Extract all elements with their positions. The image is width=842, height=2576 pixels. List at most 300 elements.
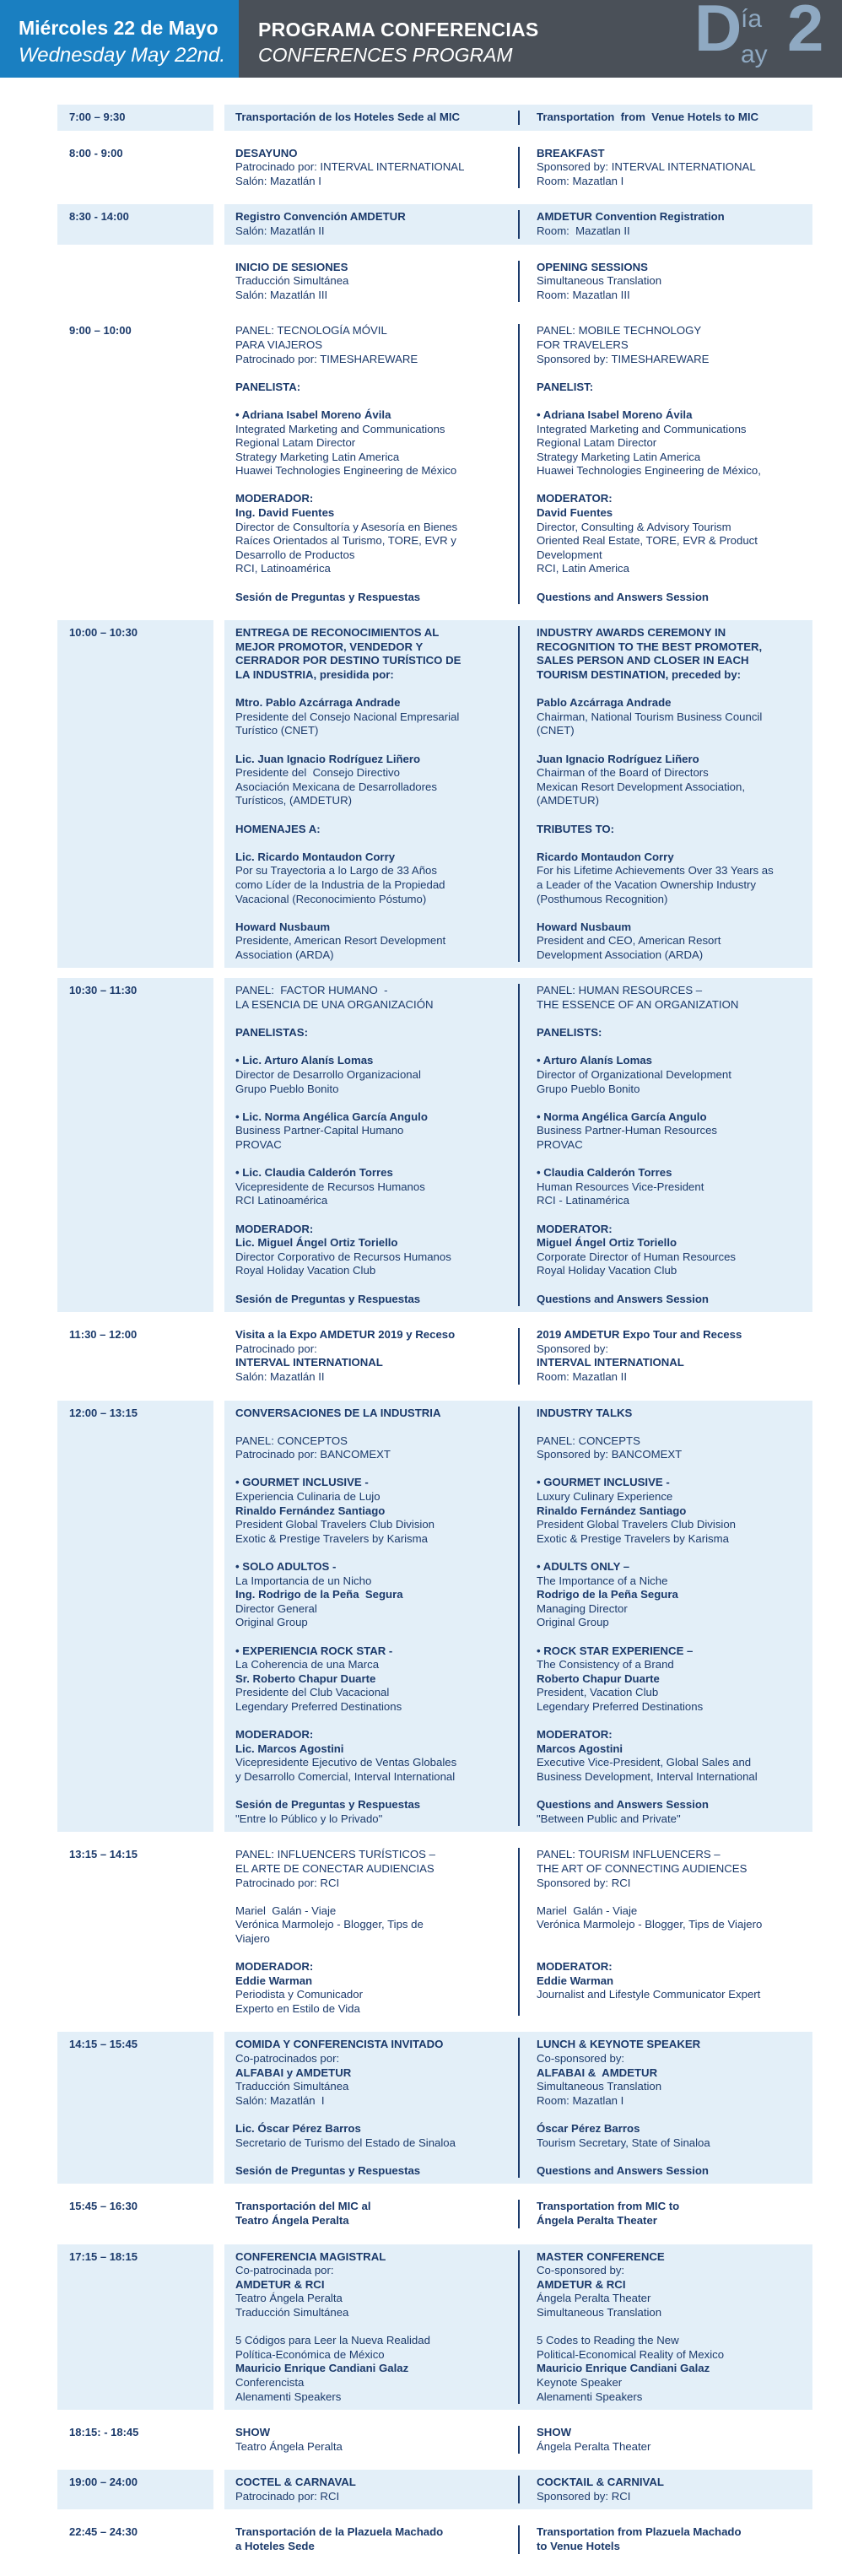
text-line: Simultaneous Translation (537, 274, 662, 288)
text-line: Regional Latam Director (235, 436, 356, 450)
schedule-row (57, 1401, 812, 1833)
text-line: 5 Códigos para Leer la Nueva Realidad (235, 2334, 430, 2347)
text-line: Co-patrocinados por: (235, 2052, 340, 2066)
text-line: PANELIST: (537, 380, 594, 393)
title-english: CONFERENCES PROGRAM (258, 44, 513, 66)
text-line: Simultaneous Translation (537, 2080, 662, 2093)
english-column (518, 2200, 812, 2228)
text-line: Co-sponsored by: (537, 2052, 625, 2066)
text-line: Rinaldo Fernández Santiago (537, 1504, 687, 1517)
schedule-row (57, 105, 812, 131)
content-cell (224, 318, 812, 610)
spanish-column (224, 2476, 518, 2503)
text-line: PANELISTA: (235, 380, 301, 393)
text-line: Registro Convención AMDETUR (235, 210, 406, 224)
text-line (537, 1208, 800, 1223)
text-line: ENTREGA DE RECONOCIMIENTOS AL (235, 626, 440, 640)
content-cell (224, 2470, 812, 2509)
text-line: Presidente, American Resort Development (235, 934, 446, 948)
text-line: Regional Latam Director (537, 436, 657, 450)
time-cell: 9:00 – 10:00 (69, 324, 132, 338)
text-line: Royal Holiday Vacation Club (537, 1264, 677, 1277)
text-line: Conferencista (235, 2375, 305, 2389)
text-line (537, 906, 800, 921)
text-line: MODERATOR: (537, 1960, 613, 1974)
spanish-column (224, 147, 518, 189)
text-line: PANEL: MOBILE TECHNOLOGY (537, 324, 702, 338)
text-line: Patrocinado por: BANCOMEXT (235, 1448, 391, 1461)
text-line: Patrocinado por: (235, 1342, 317, 1355)
english-column (518, 1407, 812, 1827)
text-line: • GOURMET INCLUSIVE - (235, 1476, 369, 1489)
text-line: Alenamenti Speakers (235, 2390, 342, 2403)
text-line: PANEL: TECNOLOGÍA MÓVIL (235, 324, 387, 338)
page-header (0, 0, 842, 78)
time-cell: 18:15: - 18:45 (69, 2426, 139, 2439)
text-line: Business Development, Interval International (537, 1769, 758, 1783)
text-line: Chairman, National Tourism Business Council (537, 710, 763, 723)
text-line (537, 1278, 800, 1293)
text-line (537, 1630, 800, 1644)
text-line (537, 1785, 800, 1799)
text-line: Questions and Answers Session (537, 1798, 709, 1812)
spanish-column (224, 626, 518, 962)
text-line: TRIBUTES TO: (537, 822, 615, 835)
text-line: Political-Economical Reality of Mexico (537, 2347, 725, 2361)
text-line: Original Group (235, 1616, 308, 1629)
text-line (537, 1040, 800, 1055)
text-line: INTERVAL INTERNATIONAL (235, 1356, 383, 1369)
text-line: Mariel Galán - Viaje (235, 1904, 337, 1917)
text-line: Room: Mazatlan II (537, 1369, 628, 1383)
text-line: Co-sponsored by: (537, 2264, 625, 2277)
text-line: Salón: Mazatlán I (235, 174, 321, 187)
time-cell: 7:00 – 9:30 (57, 105, 213, 131)
text-line: Sesión de Preguntas y Respuestas (235, 2163, 421, 2177)
english-column (518, 210, 812, 238)
spanish-column (224, 2250, 518, 2405)
text-line (235, 1715, 506, 1729)
time-cell: 19:00 – 24:00 (57, 2470, 213, 2509)
text-line: Managing Director (537, 1601, 628, 1615)
text-line: Sesión de Preguntas y Respuestas (235, 590, 421, 603)
schedule-row (57, 2470, 812, 2509)
text-line: Raíces Orientados al Turismo, TORE, EVR y (235, 534, 456, 548)
text-line: President Global Travelers Club Division (537, 1518, 737, 1531)
text-line: Questions and Answers Session (537, 590, 709, 603)
english-column (518, 984, 812, 1306)
text-line: MODERATOR: (537, 1222, 613, 1235)
text-line: EL ARTE DE CONECTAR AUDIENCIAS (235, 1861, 434, 1875)
content-cell (224, 141, 812, 195)
schedule-row (57, 1322, 812, 1390)
text-line (235, 1096, 506, 1110)
text-line: Oriented Real Estate, TORE, EVR & Product (537, 534, 758, 548)
content-cell (224, 2519, 812, 2559)
text-line: HOMENAJES A: (235, 822, 321, 835)
text-line (235, 1462, 506, 1477)
text-line: Mexican Resort Development Association, (537, 780, 746, 793)
english-column (518, 111, 812, 125)
text-line: COCTEL & CARNAVAL (235, 2476, 356, 2489)
text-line (235, 1946, 506, 1960)
text-line: Vacacional (Reconocimiento Póstumo) (235, 892, 427, 905)
text-line (235, 576, 506, 591)
text-line: • SOLO ADULTOS - (235, 1560, 337, 1574)
text-line: Director of Organizational Development (537, 1068, 731, 1082)
text-line: Howard Nusbaum (235, 920, 331, 933)
schedule-row (57, 255, 812, 309)
text-line (235, 683, 506, 697)
spanish-column (224, 2200, 518, 2228)
text-line (235, 1630, 506, 1644)
text-line: Room: Mazatlan I (537, 2093, 624, 2107)
spanish-column (224, 2525, 518, 2553)
english-column (518, 1848, 812, 2016)
time-cell: 11:30 – 12:00 (69, 1328, 138, 1342)
english-column (518, 324, 812, 604)
text-line: Patrocinado por: TIMESHAREWARE (235, 352, 418, 365)
content-cell (224, 255, 812, 309)
text-line: MEJOR PROMOTOR, VENDEDOR Y (235, 640, 424, 653)
text-line (537, 808, 800, 823)
text-line: PANELISTAS: (235, 1026, 308, 1040)
text-line: Experto en Estilo de Vida (235, 2001, 360, 2015)
text-line: Lic. Ricardo Montaudon Corry (235, 850, 396, 863)
english-column (518, 2426, 812, 2454)
text-line: Director Corporativo de Recursos Humanos (235, 1250, 451, 1263)
text-line: Patrocinado por: RCI (235, 1876, 340, 1889)
text-line: Room: Mazatlan III (537, 288, 630, 301)
time-cell: 17:15 – 18:15 (57, 2244, 213, 2411)
text-line (537, 394, 800, 408)
text-line: 5 Codes to Reading the New (537, 2334, 679, 2347)
date-english: Wednesday May 22nd. (19, 44, 226, 67)
text-line: Verónica Marmolejo - Blogger, Tips de (235, 1918, 424, 1931)
text-line: Director General (235, 1601, 317, 1615)
date-banner (0, 0, 239, 78)
text-line: Simultaneous Translation (537, 2305, 662, 2319)
text-line (537, 1715, 800, 1729)
text-line: SHOW (537, 2426, 572, 2439)
text-line: Transportation from Venue Hotels to MIC (537, 111, 759, 123)
spanish-column (224, 2038, 518, 2178)
text-line: Director, Consulting & Advisory Tourism (537, 520, 731, 533)
text-line: RCI Latinoamérica (235, 1194, 328, 1207)
text-line: Sesión de Preguntas y Respuestas (235, 1292, 421, 1305)
text-line: Transportación de los Hoteles Sede al MIC (235, 111, 461, 123)
content-cell (224, 2244, 812, 2411)
text-line: President Global Travelers Club Division (235, 1518, 435, 1531)
spanish-column (224, 1328, 518, 1384)
text-line: TOURISM DESTINATION, preceded by: (537, 668, 742, 681)
text-line: (AMDETUR) (537, 794, 599, 807)
text-line: Turístico (CNET) (235, 724, 319, 737)
text-line: Rodrigo de la Peña Segura (537, 1588, 678, 1601)
text-line (235, 1890, 506, 1904)
text-line: Alenamenti Speakers (537, 2390, 643, 2403)
schedule-row (57, 1842, 812, 2022)
text-line: Juan Ignacio Rodríguez Liñero (537, 752, 699, 765)
text-line: Eddie Warman (537, 1974, 614, 1987)
text-line: Mauricio Enrique Candiani Galaz (235, 2362, 409, 2375)
text-line (537, 1932, 800, 1947)
text-line: David Fuentes (537, 506, 613, 520)
content-cell (224, 2032, 812, 2184)
text-line: • Lic. Claudia Calderón Torres (235, 1166, 393, 1180)
text-line (537, 1013, 800, 1027)
text-line: Óscar Pérez Barros (537, 2122, 640, 2135)
text-line: Transportation from Plazuela Machado (537, 2525, 742, 2539)
text-line: Periodista y Comunicador (235, 1988, 363, 2001)
text-line: Lic. Miguel Ángel Ortiz Toriello (235, 1236, 398, 1250)
text-line: PROVAC (537, 1138, 583, 1151)
text-line: SHOW (235, 2426, 271, 2439)
text-line: Questions and Answers Session (537, 2163, 709, 2177)
text-line: Keynote Speaker (537, 2375, 623, 2389)
english-column (518, 147, 812, 189)
text-line: Exotic & Prestige Travelers by Karisma (235, 1531, 428, 1545)
text-line: Development Association (ARDA) (537, 948, 704, 961)
text-line: Salón: Mazatlán II (235, 1369, 325, 1383)
text-line: FOR TRAVELERS (537, 338, 629, 351)
text-line: RCI, Latin America (537, 562, 629, 575)
text-line: INDUSTRY AWARDS CEREMONY IN (537, 626, 726, 640)
text-line: Ricardo Montaudon Corry (537, 850, 674, 863)
text-line (235, 1785, 506, 1799)
text-line: Sr. Roberto Chapur Duarte (235, 1671, 376, 1685)
content-cell (224, 204, 812, 244)
time-cell: 22:45 – 24:30 (69, 2525, 138, 2539)
text-line: Transportation from MIC to (537, 2200, 680, 2213)
schedule-row (57, 2519, 812, 2559)
text-line: MODERADOR: (235, 1960, 314, 1974)
spanish-column (224, 1848, 518, 2016)
text-line: Salón: Mazatlán II (235, 224, 325, 237)
english-column (518, 2525, 812, 2553)
english-column (518, 261, 812, 303)
text-line: Transportación de la Plazuela Machado (235, 2525, 444, 2539)
text-line: Ing. David Fuentes (235, 506, 335, 520)
text-line: Ángela Peralta Theater (537, 2292, 651, 2305)
text-line: 2019 AMDETUR Expo Tour and Recess (537, 1328, 742, 1342)
text-line: a Hoteles Sede (235, 2540, 315, 2553)
text-line: (CNET) (537, 724, 575, 737)
text-line: RECOGNITION TO THE BEST PROMOTER, (537, 640, 763, 653)
text-line: Director de Consultoría y Asesoría en Bienes (235, 520, 458, 533)
text-line: • GOURMET INCLUSIVE - (537, 1476, 670, 1489)
text-line: Patrocinado por: RCI (235, 2489, 340, 2503)
text-line: Tourism Secretary, State of Sinaloa (537, 2136, 710, 2149)
text-line: • EXPERIENCIA ROCK STAR - (235, 1644, 393, 1657)
text-line: DESAYUNO (235, 146, 298, 159)
text-line: • Adriana Isabel Moreno Ávila (235, 408, 391, 421)
text-line: INDUSTRY TALKS (537, 1406, 633, 1419)
schedule-row (57, 318, 812, 610)
content-cell (224, 2194, 812, 2233)
text-line: COCKTAIL & CARNIVAL (537, 2476, 664, 2489)
text-line: President, Vacation Club (537, 1686, 659, 1699)
text-line (537, 738, 800, 753)
text-line: Presidente del Consejo Nacional Empresarial (235, 710, 460, 723)
content-cell (224, 620, 812, 968)
schedule-row (57, 141, 812, 195)
date-spanish: Miércoles 22 de Mayo (19, 17, 219, 39)
text-line: LA ESENCIA DE UNA ORGANIZACIÓN (235, 998, 434, 1012)
text-line (235, 394, 506, 408)
text-line: Legendary Preferred Destinations (537, 1699, 704, 1713)
text-line: Política-Económica de México (235, 2347, 385, 2361)
text-line (235, 2320, 506, 2335)
text-line: Rinaldo Fernández Santiago (235, 1504, 386, 1517)
text-line (235, 738, 506, 753)
content-cell (224, 1401, 812, 1833)
text-line: Sponsored by: INTERVAL INTERNATIONAL (537, 160, 756, 174)
text-line: Presidente del Club Vacacional (235, 1686, 390, 1699)
text-line: THE ART OF CONNECTING AUDIENCES (537, 1861, 748, 1875)
text-line: For his Lifetime Achievements Over 33 Years as (537, 864, 774, 878)
text-line: Ángela Peralta Theater (537, 2439, 651, 2453)
day-badge-number: 2 (787, 0, 824, 65)
text-line (235, 1040, 506, 1055)
text-line: Huawei Technologies Engineering de México, (537, 464, 761, 478)
text-line: SALES PERSON AND CLOSER IN EACH (537, 654, 749, 667)
text-line: Mauricio Enrique Candiani Galaz (537, 2362, 710, 2375)
text-line: Executive Vice-President, Global Sales and (537, 1756, 752, 1769)
time-cell: 8:00 - 9:00 (69, 146, 123, 159)
text-line: PANEL: FACTOR HUMANO - (235, 984, 388, 997)
text-line: Vicepresidente Ejecutivo de Ventas Globales (235, 1756, 457, 1769)
text-line: Secretario de Turismo del Estado de Sinaloa (235, 2136, 456, 2149)
text-line: Sponsored by: BANCOMEXT (537, 1448, 683, 1461)
text-line: Presidente del Consejo Directivo (235, 766, 400, 780)
text-line: Luxury Culinary Experience (537, 1490, 673, 1504)
text-line (235, 906, 506, 921)
time-cell: 15:45 – 16:30 (69, 2200, 138, 2213)
schedule-row (57, 2244, 812, 2411)
text-line: Original Group (537, 1616, 609, 1629)
schedule-row (57, 2194, 812, 2233)
text-line: (Posthumous Recognition) (537, 892, 668, 905)
text-line: • ADULTS ONLY – (537, 1560, 630, 1574)
time-cell: 12:00 – 13:15 (57, 1401, 213, 1833)
text-line (537, 1546, 800, 1560)
spanish-column (224, 210, 518, 238)
text-line: Business Partner-Capital Humano (235, 1124, 404, 1137)
text-line (537, 576, 800, 591)
text-line (235, 808, 506, 823)
text-line: Strategy Marketing Latin America (537, 450, 701, 463)
text-line: RCI, Latinoamérica (235, 562, 331, 575)
text-line: Teatro Ángela Peralta (235, 2292, 343, 2305)
schedule-row (57, 2032, 812, 2184)
text-line: Chairman of the Board of Directors (537, 766, 709, 780)
text-line: Corporate Director of Human Resources (537, 1250, 737, 1263)
text-line: Room: Mazatlan I (537, 174, 624, 187)
text-line: "Between Public and Private" (537, 1812, 681, 1825)
text-line: como Líder de la Industria de la Propiedad (235, 878, 445, 891)
text-line: The Importance of a Niche (537, 1574, 668, 1587)
schedule-row (57, 204, 812, 244)
text-line: Strategy Marketing Latin America (235, 450, 400, 463)
text-line: MODERADOR: (235, 1222, 314, 1235)
text-line: Visita a la Expo AMDETUR 2019 y Receso (235, 1328, 456, 1342)
english-column (518, 2250, 812, 2405)
time-cell (57, 255, 213, 309)
text-line: Teatro Ángela Peralta (235, 2439, 343, 2453)
text-line: Asociación Mexicana de Desarrolladores (235, 780, 437, 793)
spanish-column (224, 2426, 518, 2454)
text-line: Traducción Simultánea (235, 2080, 349, 2093)
text-line: MODERADOR: (235, 1728, 314, 1742)
text-line: Salón: Mazatlán III (235, 288, 328, 301)
text-line: LUNCH & KEYNOTE SPEAKER (537, 2038, 701, 2051)
text-line: Sponsored by: TIMESHAREWARE (537, 352, 710, 365)
text-line: to Venue Hotels (537, 2540, 620, 2553)
text-line: • Lic. Arturo Alanís Lomas (235, 1054, 374, 1067)
day-badge (694, 2, 838, 76)
text-line (537, 1462, 800, 1477)
text-line: CONVERSACIONES DE LA INDUSTRIA (235, 1406, 441, 1419)
text-line: "Entre lo Público y lo Privado" (235, 1812, 383, 1825)
text-line: CERRADOR POR DESTINO TURÍSTICO DE (235, 654, 461, 667)
title-spanish: PROGRAMA CONFERENCIAS (258, 19, 539, 41)
text-line: Transportación del MIC al (235, 2200, 371, 2213)
text-line: Teatro Ángela Peralta (235, 2213, 349, 2227)
text-line: Patrocinado por: INTERVAL INTERNATIONAL (235, 160, 465, 174)
text-line (537, 2150, 800, 2164)
text-line: Sponsored by: RCI (537, 2489, 631, 2503)
text-line (537, 2320, 800, 2335)
text-line (537, 366, 800, 381)
text-line: Lic. Marcos Agostini (235, 1742, 344, 1755)
text-line (537, 2108, 800, 2122)
text-line: La Coherencia de una Marca (235, 1658, 380, 1671)
text-line: Desarrollo de Productos (235, 548, 355, 561)
text-line: • Lic. Norma Angélica García Angulo (235, 1110, 428, 1123)
content-cell (224, 2420, 812, 2460)
content-cell (224, 978, 812, 1312)
text-line: Integrated Marketing and Communications (537, 422, 747, 435)
text-line: Lic. Óscar Pérez Barros (235, 2122, 361, 2135)
text-line: • Arturo Alanís Lomas (537, 1054, 652, 1067)
day-badge-ay: ay (741, 41, 768, 68)
text-line: CONFERENCIA MAGISTRAL (235, 2249, 386, 2263)
text-line: MODERADOR: (235, 492, 314, 505)
text-line (537, 1946, 800, 1960)
text-line: PANELISTS: (537, 1026, 602, 1040)
content-cell (224, 1842, 812, 2022)
text-line (235, 1546, 506, 1560)
text-line: PANEL: TOURISM INFLUENCERS – (537, 1848, 721, 1861)
text-line: RCI - Latinamérica (537, 1194, 629, 1207)
text-line: PANEL: CONCEPTS (537, 1434, 640, 1447)
time-cell: 10:00 – 10:30 (57, 620, 213, 968)
text-line: Sponsored by: (537, 1342, 609, 1355)
text-line: Human Resources Vice-President (537, 1180, 704, 1193)
text-line: Experiencia Culinaria de Lujo (235, 1490, 381, 1504)
text-line: Mtro. Pablo Azcárraga Andrade (235, 696, 401, 710)
text-line: LA INDUSTRIA, presidida por: (235, 668, 394, 681)
text-line: MODERATOR: (537, 1728, 613, 1742)
text-line: THE ESSENCE OF AN ORGANIZATION (537, 998, 739, 1012)
text-line: COMIDA Y CONFERENCISTA INVITADO (235, 2038, 444, 2051)
text-line (235, 366, 506, 381)
text-line: The Consistency of a Brand (537, 1658, 674, 1671)
text-line: Journalist and Lifestyle Communicator Expert (537, 1988, 761, 2001)
english-column (518, 626, 812, 962)
text-line: Sponsored by: RCI (537, 1876, 631, 1889)
